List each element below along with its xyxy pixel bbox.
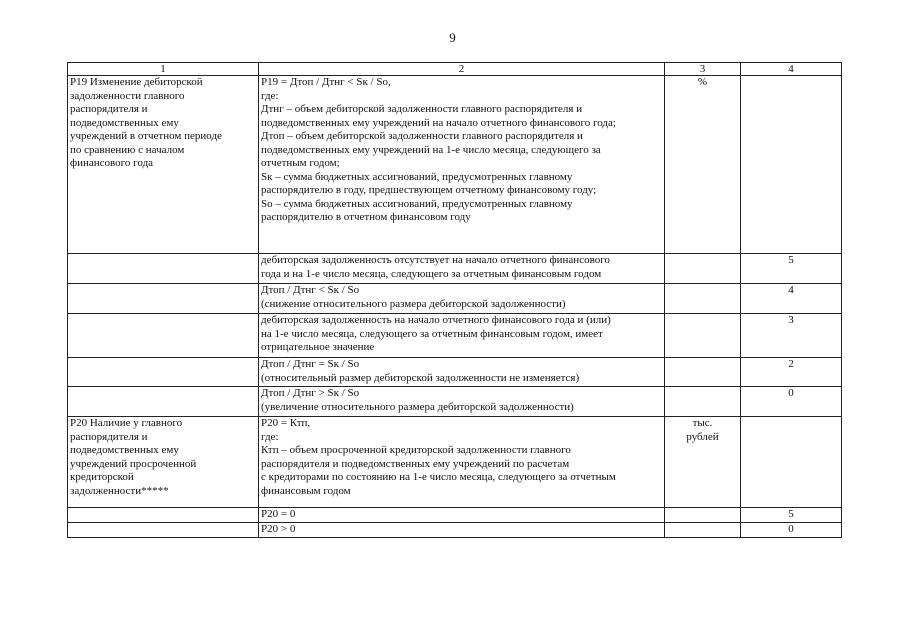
text-line: тыс.	[692, 417, 713, 429]
text-line: задолженности главного	[70, 89, 185, 102]
text-line: Ктп – объем просроченной кредиторской задолженности главного	[261, 444, 571, 456]
formula-cell	[259, 284, 665, 314]
score-cell	[741, 508, 842, 523]
unit-cell	[665, 387, 741, 417]
text-line: Р20 = Ктп,	[261, 417, 311, 429]
unit-cell	[665, 76, 741, 254]
page-number: 9	[449, 30, 456, 45]
formula-cell	[259, 358, 665, 387]
text-line: Дтоп / Дтнг = Sк / Sо	[261, 358, 360, 370]
unit-cell	[665, 417, 741, 508]
table-row	[68, 254, 842, 284]
score-cell	[741, 314, 842, 358]
indicator-cell	[68, 508, 259, 523]
formula-cell	[259, 76, 665, 254]
text-line: учреждений просроченной	[70, 457, 197, 470]
indicator-cell	[68, 284, 259, 314]
text-line: где:	[261, 89, 279, 102]
formula-cell	[259, 314, 665, 358]
text-line: Дтоп – объем дебиторской задолженности главного распорядителя и	[261, 130, 583, 142]
text-line: распорядителя и	[70, 430, 148, 443]
text-line: Р20 > 0	[261, 522, 296, 535]
column-header: 2	[259, 63, 665, 76]
text-line: распорядителя и	[70, 103, 148, 115]
table-row	[68, 387, 842, 417]
score-cell	[741, 254, 842, 284]
score-cell	[741, 284, 842, 314]
text-line: распорядителю в отчетном финансовом году	[261, 211, 471, 223]
text-line: отрицательное значение	[261, 341, 375, 353]
text-line: 0	[788, 522, 794, 535]
table-row	[68, 508, 842, 523]
column-header: 3	[665, 63, 741, 76]
score-cell	[741, 76, 842, 254]
unit-cell	[665, 254, 741, 284]
indicator-cell	[68, 358, 259, 387]
text-line: Р20 = 0	[261, 508, 296, 520]
text-line: Дтоп / Дтнг < Sк / Sо	[261, 284, 360, 296]
text-line: (относительный размер дебиторской задолженности не изменяется)	[261, 371, 580, 384]
text-line: подведомственных ему учреждений на начало отчетного финансового года;	[261, 116, 616, 129]
formula-cell	[259, 522, 665, 537]
score-cell	[741, 417, 842, 508]
text-line: года и на 1-е число месяца, следующего за отчетным финансовым годом	[261, 267, 602, 280]
text-line: с кредиторами по состоянию на 1-е число месяца, следующего за отчетным	[261, 471, 616, 483]
formula-cell	[259, 508, 665, 523]
text-line: подведомственных ему	[70, 444, 179, 456]
column-header: 1	[68, 63, 259, 76]
table-header-row	[68, 63, 842, 76]
text-line: 2	[788, 358, 794, 370]
table-row	[68, 522, 842, 537]
text-line: кредиторской	[70, 471, 134, 483]
text-line: подведомственных ему	[70, 116, 179, 129]
text-line: 3	[788, 314, 794, 326]
formula-cell	[259, 254, 665, 284]
indicator-cell	[68, 254, 259, 284]
text-line: распорядителя и подведомственных ему учреждений по расчетам	[261, 457, 570, 470]
unit-cell	[665, 522, 741, 537]
text-line: Дтнг – объем дебиторской задолженности главного распорядителя и	[261, 103, 583, 115]
text-line: где:	[261, 430, 279, 443]
indicator-cell	[68, 314, 259, 358]
score-cell	[741, 387, 842, 417]
text-line: по сравнению с началом	[70, 143, 185, 156]
formula-cell	[259, 387, 665, 417]
indicator-cell	[68, 522, 259, 537]
column-header: 4	[741, 63, 842, 76]
unit-cell	[665, 314, 741, 358]
text-line: 5	[788, 508, 794, 520]
text-line: 4	[788, 284, 794, 296]
text-line: учреждений в отчетном периоде	[70, 130, 222, 142]
text-line: Sк – сумма бюджетных ассигнований, предусмотренных главному	[261, 170, 573, 183]
text-line: 0	[788, 387, 794, 399]
text-line: 5	[788, 254, 794, 266]
indicator-cell	[68, 387, 259, 417]
text-line: Р19 = Дтоп / Дтнг < Sк / Sо,	[261, 76, 391, 88]
text-line: (снижение относительного размера дебиторской задолженности)	[261, 297, 566, 310]
text-line: Дтоп / Дтнг > Sк / Sо	[261, 387, 360, 399]
text-line: %	[697, 76, 708, 88]
text-line: финансового года	[70, 157, 154, 169]
table-row	[68, 284, 842, 314]
indicator-cell	[68, 417, 259, 508]
text-line: финансовым годом	[261, 484, 351, 497]
criteria-table	[67, 62, 842, 538]
score-cell	[741, 358, 842, 387]
unit-cell	[665, 284, 741, 314]
text-line: дебиторская задолженность отсутствует на начало отчетного финансового	[261, 254, 610, 266]
text-line: Sо – сумма бюджетных ассигнований, предусмотренных главному	[261, 197, 573, 210]
text-line: дебиторская задолженность на начало отчетного финансового года и (или)	[261, 314, 611, 326]
indicator-cell	[68, 76, 259, 254]
table-row	[68, 314, 842, 358]
unit-cell	[665, 358, 741, 387]
text-line: Р19 Изменение дебиторской	[70, 76, 203, 88]
table-row	[68, 76, 842, 254]
text-line: отчетным годом;	[261, 157, 340, 169]
text-line: подведомственных ему учреждений на 1-е число месяца, следующего за	[261, 143, 601, 156]
score-cell	[741, 522, 842, 537]
text-line: рублей	[686, 430, 719, 443]
text-line: задолженности*****	[70, 484, 169, 497]
text-line: на 1-е число месяца, следующего за отчетным финансовым годом, имеет	[261, 327, 603, 340]
unit-cell	[665, 508, 741, 523]
formula-cell	[259, 417, 665, 508]
text-line: Р20 Наличие у главного	[70, 417, 183, 429]
text-line: (увеличение относительного размера дебиторской задолженности)	[261, 400, 574, 413]
text-line: распорядителю в году, предшествующем отчетному финансовому году;	[261, 184, 597, 196]
table-row	[68, 358, 842, 387]
table-row	[68, 417, 842, 508]
